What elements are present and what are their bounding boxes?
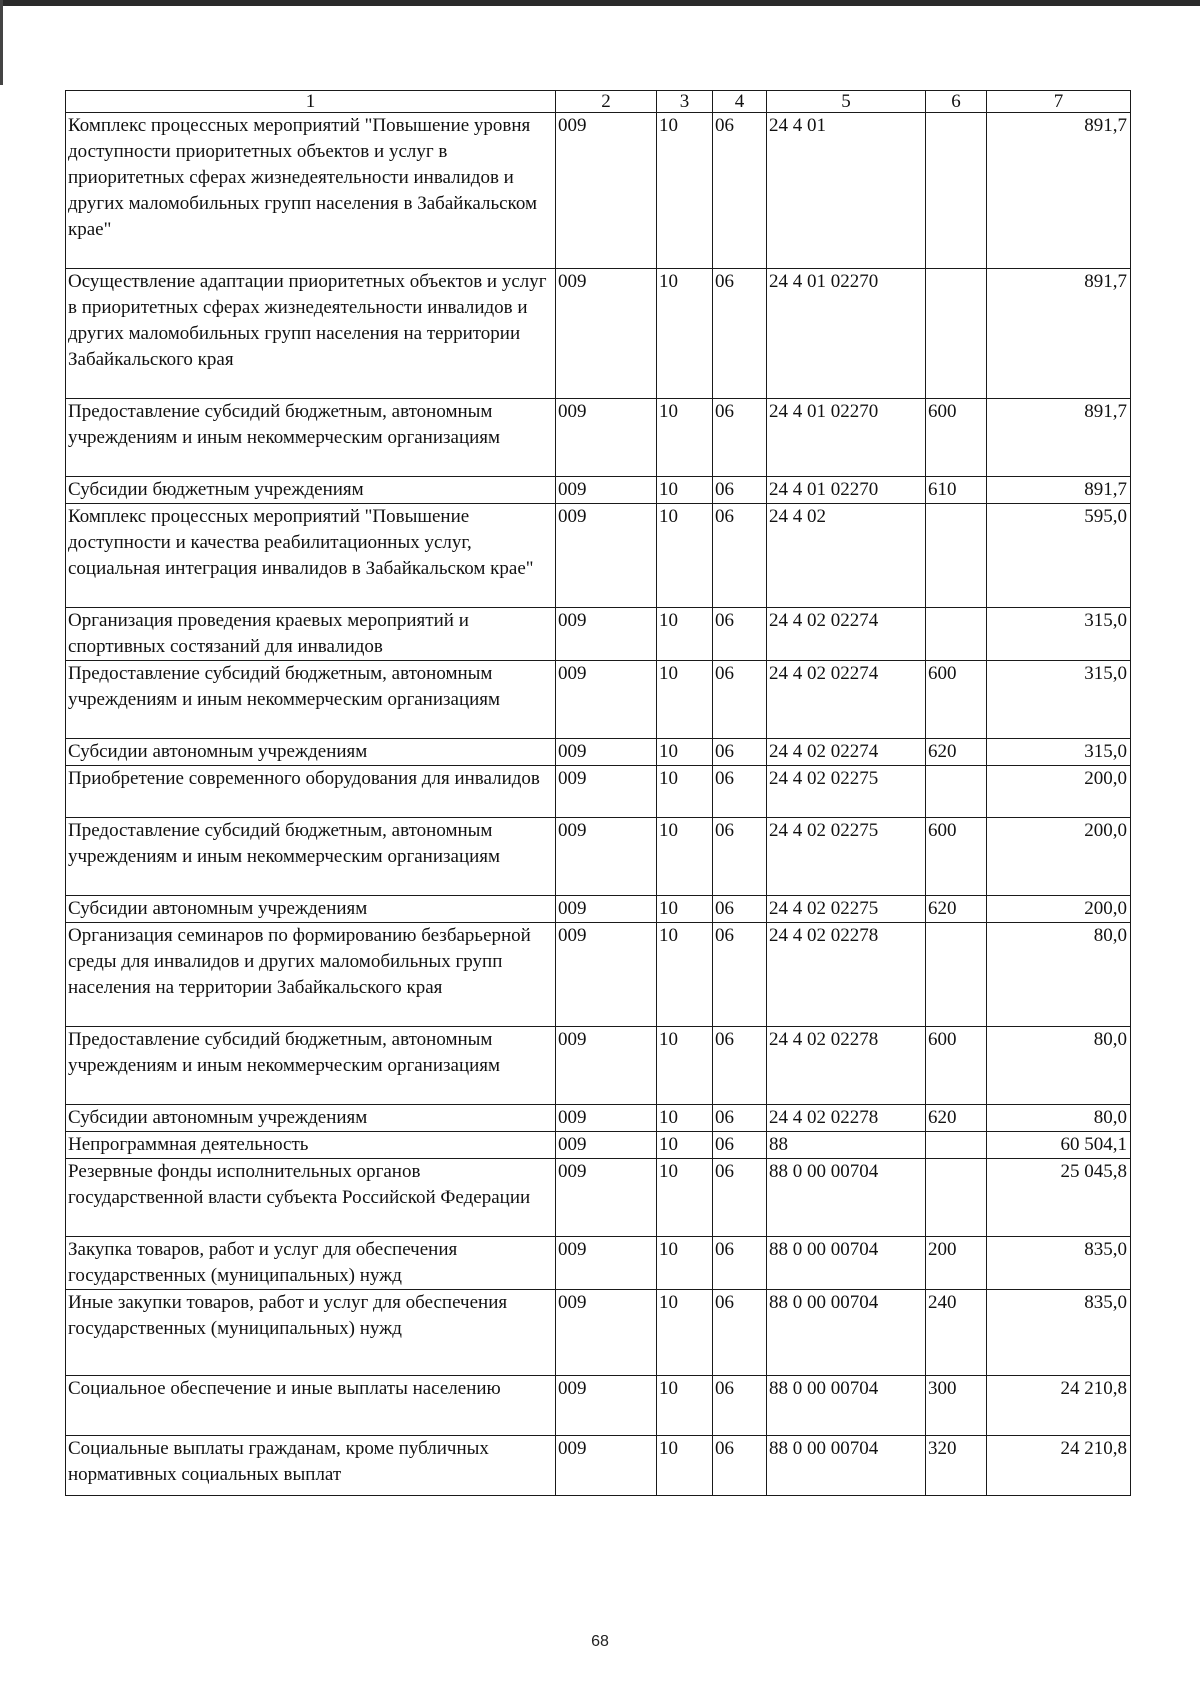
- item-name-cell: Иные закупки товаров, работ и услуг для обеспечения государственных (муниципальных) нужд: [66, 1290, 556, 1376]
- table-row: [66, 739, 1131, 766]
- target-article-cell: 24 4 02 02274: [767, 608, 926, 661]
- top-border-line: [0, 0, 1200, 6]
- section-code-cell: 10: [657, 661, 713, 739]
- subsection-code-cell: 06: [713, 477, 767, 504]
- table-row: [66, 766, 1131, 818]
- amount-cell: 80,0: [987, 1105, 1131, 1132]
- section-code-cell: 10: [657, 1237, 713, 1290]
- table-row: [66, 1132, 1131, 1159]
- expense-type-cell: 600: [926, 818, 987, 896]
- item-name-cell: Организация проведения краевых мероприятий и спортивных состязаний для инвалидов: [66, 608, 556, 661]
- ministry-code-cell: 009: [556, 1237, 657, 1290]
- target-article-cell: 24 4 01 02270: [767, 269, 926, 399]
- section-code-cell: 10: [657, 113, 713, 269]
- subsection-code-cell: 06: [713, 1105, 767, 1132]
- expense-type-cell: 620: [926, 1105, 987, 1132]
- amount-cell: 891,7: [987, 399, 1131, 477]
- column-header: 4: [713, 91, 767, 113]
- item-name-cell: Предоставление субсидий бюджетным, автономным учреждениям и иным некоммерческим организациям: [66, 818, 556, 896]
- section-code-cell: 10: [657, 477, 713, 504]
- section-code-cell: 10: [657, 269, 713, 399]
- target-article-cell: 24 4 01 02270: [767, 477, 926, 504]
- ministry-code-cell: 009: [556, 1105, 657, 1132]
- expense-type-cell: 620: [926, 739, 987, 766]
- table-row: [66, 477, 1131, 504]
- target-article-cell: 24 4 01 02270: [767, 399, 926, 477]
- expense-type-cell: 240: [926, 1290, 987, 1376]
- expense-type-cell: 300: [926, 1376, 987, 1436]
- amount-cell: 315,0: [987, 608, 1131, 661]
- subsection-code-cell: 06: [713, 766, 767, 818]
- expense-type-cell: 600: [926, 1027, 987, 1105]
- item-name-cell: Комплекс процессных мероприятий "Повышение доступности и качества реабилитационных услуг, социальная интеграция инвалидов в Забайкальском крае": [66, 504, 556, 608]
- ministry-code-cell: 009: [556, 923, 657, 1027]
- table-row: [66, 923, 1131, 1027]
- ministry-code-cell: 009: [556, 739, 657, 766]
- target-article-cell: 88: [767, 1132, 926, 1159]
- amount-cell: 60 504,1: [987, 1132, 1131, 1159]
- amount-cell: 25 045,8: [987, 1159, 1131, 1237]
- column-header: 3: [657, 91, 713, 113]
- item-name-cell: Субсидии бюджетным учреждениям: [66, 477, 556, 504]
- table-row: [66, 1376, 1131, 1436]
- amount-cell: 891,7: [987, 113, 1131, 269]
- amount-cell: 200,0: [987, 818, 1131, 896]
- table-row: [66, 1159, 1131, 1237]
- expense-type-cell: [926, 269, 987, 399]
- target-article-cell: 24 4 02 02275: [767, 896, 926, 923]
- ministry-code-cell: 009: [556, 1376, 657, 1436]
- table-row: [66, 1027, 1131, 1105]
- section-code-cell: 10: [657, 739, 713, 766]
- amount-cell: 891,7: [987, 269, 1131, 399]
- amount-cell: 835,0: [987, 1290, 1131, 1376]
- amount-cell: 200,0: [987, 896, 1131, 923]
- expense-type-cell: [926, 504, 987, 608]
- left-border-line: [0, 0, 3, 85]
- table-row: [66, 608, 1131, 661]
- expense-type-cell: 200: [926, 1237, 987, 1290]
- subsection-code-cell: 06: [713, 1237, 767, 1290]
- item-name-cell: Приобретение современного оборудования для инвалидов: [66, 766, 556, 818]
- table-row: [66, 1105, 1131, 1132]
- ministry-code-cell: 009: [556, 1436, 657, 1496]
- item-name-cell: Предоставление субсидий бюджетным, автономным учреждениям и иным некоммерческим организациям: [66, 1027, 556, 1105]
- amount-cell: 200,0: [987, 766, 1131, 818]
- amount-cell: 24 210,8: [987, 1436, 1131, 1496]
- subsection-code-cell: 06: [713, 1290, 767, 1376]
- ministry-code-cell: 009: [556, 113, 657, 269]
- expense-type-cell: 600: [926, 399, 987, 477]
- subsection-code-cell: 06: [713, 504, 767, 608]
- amount-cell: 80,0: [987, 923, 1131, 1027]
- ministry-code-cell: 009: [556, 818, 657, 896]
- table-row: [66, 1290, 1131, 1376]
- expense-type-cell: [926, 1159, 987, 1237]
- target-article-cell: 24 4 01: [767, 113, 926, 269]
- subsection-code-cell: 06: [713, 269, 767, 399]
- subsection-code-cell: 06: [713, 1132, 767, 1159]
- subsection-code-cell: 06: [713, 399, 767, 477]
- item-name-cell: Социальные выплаты гражданам, кроме публичных нормативных социальных выплат: [66, 1436, 556, 1496]
- section-code-cell: 10: [657, 896, 713, 923]
- ministry-code-cell: 009: [556, 1027, 657, 1105]
- item-name-cell: Осуществление адаптации приоритетных объектов и услуг в приоритетных сферах жизнедеятельности инвалидов и других маломобильных групп населения на территории Забайкальского края: [66, 269, 556, 399]
- target-article-cell: 88 0 00 00704: [767, 1237, 926, 1290]
- item-name-cell: Закупка товаров, работ и услуг для обеспечения государственных (муниципальных) нужд: [66, 1237, 556, 1290]
- table-row: [66, 661, 1131, 739]
- target-article-cell: 24 4 02 02278: [767, 1027, 926, 1105]
- column-header: 1: [66, 91, 556, 113]
- expense-type-cell: [926, 923, 987, 1027]
- target-article-cell: 88 0 00 00704: [767, 1436, 926, 1496]
- item-name-cell: Комплекс процессных мероприятий "Повышение уровня доступности приоритетных объектов и услуг в приоритетных сферах жизнедеятельности инвалидов и других маломобильных групп населения в Забайкальском крае": [66, 113, 556, 269]
- table-row: [66, 113, 1131, 269]
- item-name-cell: Субсидии автономным учреждениям: [66, 1105, 556, 1132]
- section-code-cell: 10: [657, 1436, 713, 1496]
- section-code-cell: 10: [657, 1132, 713, 1159]
- subsection-code-cell: 06: [713, 739, 767, 766]
- item-name-cell: Социальное обеспечение и иные выплаты населению: [66, 1376, 556, 1436]
- page-number: 68: [591, 1633, 609, 1650]
- column-header: 6: [926, 91, 987, 113]
- table-row: [66, 399, 1131, 477]
- item-name-cell: Субсидии автономным учреждениям: [66, 739, 556, 766]
- expense-type-cell: [926, 766, 987, 818]
- section-code-cell: 10: [657, 1027, 713, 1105]
- ministry-code-cell: 009: [556, 269, 657, 399]
- ministry-code-cell: 009: [556, 608, 657, 661]
- subsection-code-cell: 06: [713, 1027, 767, 1105]
- subsection-code-cell: 06: [713, 608, 767, 661]
- section-code-cell: 10: [657, 1290, 713, 1376]
- ministry-code-cell: 009: [556, 1290, 657, 1376]
- target-article-cell: 24 4 02 02275: [767, 766, 926, 818]
- section-code-cell: 10: [657, 766, 713, 818]
- expense-type-cell: [926, 608, 987, 661]
- item-name-cell: Предоставление субсидий бюджетным, автономным учреждениям и иным некоммерческим организациям: [66, 661, 556, 739]
- amount-cell: 24 210,8: [987, 1376, 1131, 1436]
- amount-cell: 80,0: [987, 1027, 1131, 1105]
- target-article-cell: 24 4 02 02278: [767, 1105, 926, 1132]
- target-article-cell: 88 0 00 00704: [767, 1159, 926, 1237]
- subsection-code-cell: 06: [713, 1159, 767, 1237]
- item-name-cell: Организация семинаров по формированию безбарьерной среды для инвалидов и других маломобильных групп населения на территории Забайкальского края: [66, 923, 556, 1027]
- item-name-cell: Предоставление субсидий бюджетным, автономным учреждениям и иным некоммерческим организациям: [66, 399, 556, 477]
- subsection-code-cell: 06: [713, 661, 767, 739]
- ministry-code-cell: 009: [556, 766, 657, 818]
- section-code-cell: 10: [657, 1105, 713, 1132]
- subsection-code-cell: 06: [713, 923, 767, 1027]
- table-row: [66, 1436, 1131, 1496]
- ministry-code-cell: 009: [556, 504, 657, 608]
- subsection-code-cell: 06: [713, 896, 767, 923]
- table-row: [66, 1237, 1131, 1290]
- amount-cell: 891,7: [987, 477, 1131, 504]
- expense-type-cell: 600: [926, 661, 987, 739]
- target-article-cell: 24 4 02 02278: [767, 923, 926, 1027]
- subsection-code-cell: 06: [713, 1376, 767, 1436]
- target-article-cell: 24 4 02 02274: [767, 661, 926, 739]
- expense-type-cell: [926, 1132, 987, 1159]
- column-header: 5: [767, 91, 926, 113]
- section-code-cell: 10: [657, 923, 713, 1027]
- item-name-cell: Непрограммная деятельность: [66, 1132, 556, 1159]
- section-code-cell: 10: [657, 818, 713, 896]
- expense-type-cell: 320: [926, 1436, 987, 1496]
- amount-cell: 315,0: [987, 661, 1131, 739]
- item-name-cell: Субсидии автономным учреждениям: [66, 896, 556, 923]
- expense-type-cell: 620: [926, 896, 987, 923]
- table-row: [66, 504, 1131, 608]
- ministry-code-cell: 009: [556, 399, 657, 477]
- subsection-code-cell: 06: [713, 1436, 767, 1496]
- target-article-cell: 24 4 02: [767, 504, 926, 608]
- expense-type-cell: [926, 113, 987, 269]
- item-name-cell: Резервные фонды исполнительных органов государственной власти субъекта Российской Федерации: [66, 1159, 556, 1237]
- section-code-cell: 10: [657, 399, 713, 477]
- target-article-cell: 88 0 00 00704: [767, 1290, 926, 1376]
- table-row: [66, 818, 1131, 896]
- ministry-code-cell: 009: [556, 477, 657, 504]
- target-article-cell: 24 4 02 02274: [767, 739, 926, 766]
- section-code-cell: 10: [657, 1376, 713, 1436]
- amount-cell: 315,0: [987, 739, 1131, 766]
- expense-type-cell: 610: [926, 477, 987, 504]
- ministry-code-cell: 009: [556, 661, 657, 739]
- budget-table: [65, 90, 1131, 1496]
- target-article-cell: 24 4 02 02275: [767, 818, 926, 896]
- ministry-code-cell: 009: [556, 1132, 657, 1159]
- ministry-code-cell: 009: [556, 896, 657, 923]
- column-header: 2: [556, 91, 657, 113]
- table-row: [66, 269, 1131, 399]
- amount-cell: 835,0: [987, 1237, 1131, 1290]
- amount-cell: 595,0: [987, 504, 1131, 608]
- table-row: [66, 896, 1131, 923]
- section-code-cell: 10: [657, 504, 713, 608]
- section-code-cell: 10: [657, 1159, 713, 1237]
- subsection-code-cell: 06: [713, 113, 767, 269]
- target-article-cell: 88 0 00 00704: [767, 1376, 926, 1436]
- column-header: 7: [987, 91, 1131, 113]
- subsection-code-cell: 06: [713, 818, 767, 896]
- table-header-row: [66, 91, 1131, 113]
- section-code-cell: 10: [657, 608, 713, 661]
- ministry-code-cell: 009: [556, 1159, 657, 1237]
